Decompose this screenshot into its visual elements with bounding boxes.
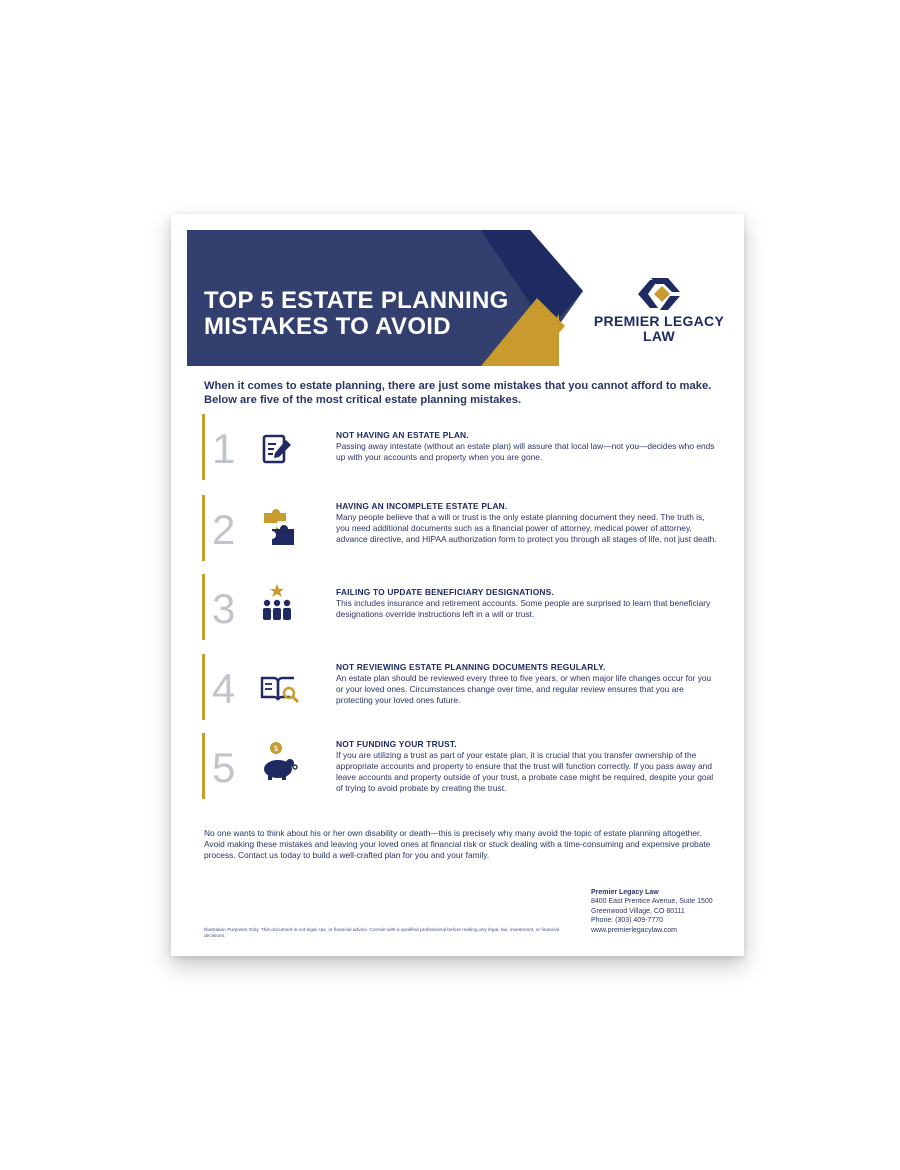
accent-bar	[202, 733, 205, 799]
page-title	[204, 288, 524, 340]
item-text	[336, 662, 718, 706]
header-banner	[187, 230, 583, 366]
title-line-2: MISTAKES TO AVOID	[204, 313, 451, 340]
item-body: Many people believe that a will or trust is the only estate planning document they need. The truth is, you need additional documents such as a financial power of attorney, medical power of attorney, advance directive, and HIPAA authorization form to protect you through all stages of life, not just death.	[336, 512, 717, 544]
contact-address-line-1: 8400 East Prentice Avenue, Suite 1500	[591, 898, 713, 906]
contact-website[interactable]: www.premierlegacylaw.com	[591, 926, 677, 934]
disclaimer-text: Illustration Purposes Only. This document is not legal, tax, or financial advice. Consult with a qualified professional before making any legal, tax, investment, or financial decisions.	[204, 928, 559, 940]
item-number: 5	[212, 744, 236, 791]
accent-bar	[202, 495, 205, 561]
item-text	[336, 430, 718, 463]
puzzle-icon	[260, 507, 298, 547]
item-number: 1	[212, 425, 236, 472]
item-number: 3	[212, 585, 236, 632]
contact-name: Premier Legacy Law	[591, 889, 659, 896]
item-text	[336, 587, 718, 620]
item-title: NOT HAVING AN ESTATE PLAN.	[336, 430, 469, 440]
item-number: 2	[212, 506, 236, 553]
item-text	[336, 501, 718, 545]
item-body: If you are utilizing a trust as part of your estate plan, it is crucial that you transfer ownership of the appropriate accounts and property to ensure that the trust will function correctly. If you pass away and leave accounts and property outside of your trust, a probate case might be required, despite your goal of trying to avoid probate by creating the trust.	[336, 750, 714, 793]
brand-block	[585, 278, 733, 344]
book-magnifier-icon	[260, 674, 300, 704]
item-number: 4	[212, 665, 236, 712]
contact-block	[591, 888, 741, 935]
item-title: NOT FUNDING YOUR TRUST.	[336, 739, 457, 749]
contact-phone: Phone: (303) 409-7770	[591, 917, 663, 925]
flyer-page	[171, 214, 744, 956]
item-body: An estate plan should be reviewed every three to five years, or when major life changes occur for you or your loved ones. Circumstances change over time, and regular review ensures that you are protecting your loved ones future.	[336, 673, 712, 705]
people-star-icon	[260, 584, 294, 622]
brand-name-line-1: PREMIER LEGACY	[593, 313, 725, 329]
item-title: NOT REVIEWING ESTATE PLANNING DOCUMENTS REGULARLY.	[336, 662, 606, 672]
item-body: This includes insurance and retirement accounts. Some people are surprised to learn that beneficiary designations override instructions left in a will or trust.	[336, 598, 711, 619]
closing-text: No one wants to think about his or her own disability or death—this is precisely why many avoid the topic of estate planning altogether. Avoid making these mistakes and leaving your loved ones at financial risk or stuck dealing with a time-consuming and expensive probate process. Contact us today to build a well-crafted plan for you and your family.	[204, 828, 711, 861]
chevron-diamond-logo-icon	[638, 278, 680, 310]
piggy-bank-icon	[260, 741, 300, 781]
accent-bar	[202, 574, 205, 640]
accent-bar	[202, 654, 205, 720]
intro-text: When it comes to estate planning, there are just some mistakes that you cannot afford to make. Below are five of the most critical estate planning mistakes.	[204, 380, 712, 406]
svg-text:$: $	[273, 744, 279, 753]
contact-address-line-2: Greenwood Village, CO 80111	[591, 907, 685, 915]
item-title: FAILING TO UPDATE BENEFICIARY DESIGNATIONS.	[336, 587, 554, 597]
document-pen-icon	[260, 432, 294, 466]
item-title: HAVING AN INCOMPLETE ESTATE PLAN.	[336, 501, 508, 511]
accent-bar	[202, 414, 205, 480]
item-body: Passing away intestate (without an estate plan) will assure that local law—not you—decides who ends up with your accounts and property when you are gone.	[336, 441, 715, 462]
brand-name-line-2: LAW	[642, 328, 675, 344]
title-line-1: TOP 5 ESTATE PLANNING	[204, 287, 509, 314]
item-text	[336, 739, 718, 794]
